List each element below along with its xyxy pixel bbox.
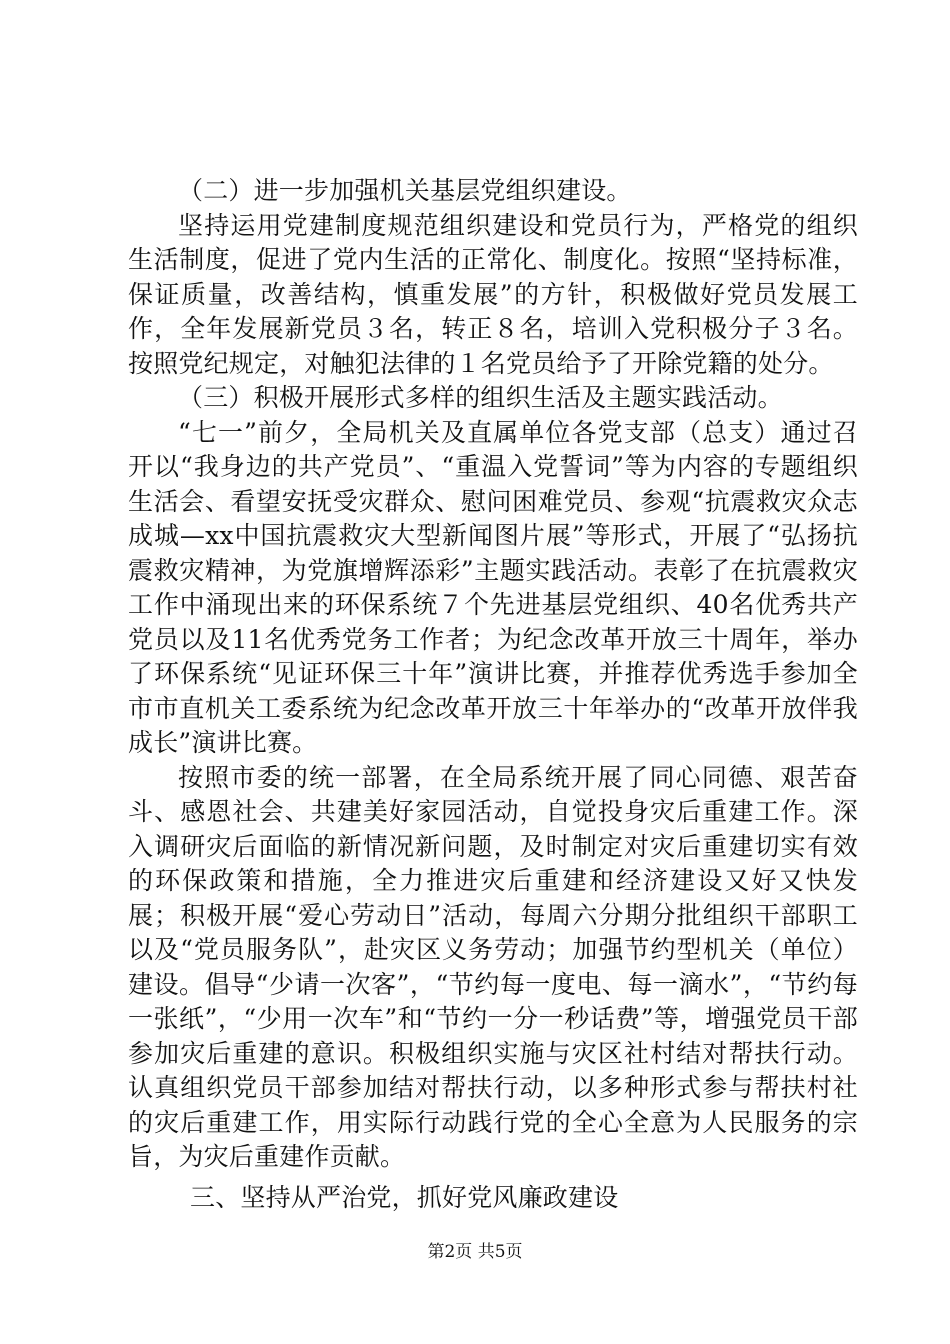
paragraph-org-building: 坚持运用党建制度规范组织建设和党员行为，严格党的组织生活制度，促进了党内生活的正常化、制度化。按照“坚持标准，保证质量，改善结构，慎重发展”的方针，积极做好党员发展工作，全年发展新党员３名，转正８名，培训入党积极分子３名。按照党纪规定，对触犯法律的１名党员给予了开除党籍的处分。 bbox=[128, 210, 858, 378]
paragraph-july-first: “七一”前夕，全局机关及直属单位各党支部（总支）通过召开以“我身边的共产党员”、“重温入党誓词”等为内容的专题组织生活会、看望安抚受灾群众、慰问困难党员、参观“抗震救灾众志成城—xx中国抗震救灾大型新闻图片展”等形式，开展了“弘扬抗震救灾精神，为党旗增辉添彩”主题实践活动。表彰了在抗震救灾工作中涌现出来的环保系统７个先进基层党组织、40名优秀共产党员以及11名优秀党务工作者；为纪念改革开放三十周年，举办了环保系统“见证环保三十年”演讲比赛，并推荐优秀选手参加全市市直机关工委系统为纪念改革开放三十年举办的“改革开放伴我成长”演讲比赛。 bbox=[128, 417, 858, 757]
subheading-3: （三）积极开展形式多样的组织生活及主题实践活动。 bbox=[178, 383, 783, 412]
document-body bbox=[128, 174, 858, 1175]
subheading-2: （二）进一步加强机关基层党组织建设。 bbox=[178, 176, 632, 205]
section-heading: 三、坚持从严治党，抓好党风廉政建设 bbox=[190, 1183, 619, 1212]
page-footer: 第2页 共5页 bbox=[427, 1242, 523, 1262]
paragraph-reconstruction: 按照市委的统一部署，在全局系统开展了同心同德、艰苦奋斗、感恩社会、共建美好家园活动，自觉投身灾后重建工作。深入调研灾后面临的新情况新问题，及时制定对灾后重建切实有效的环保政策和措施，全力推进灾后重建和经济建设又好又快发展；积极开展“爱心劳动日”活动，每周六分期分批组织干部职工以及“党员服务队”，赴灾区义务劳动；加强节约型机关（单位）建设。倡导“少请一次客”，“节约每一度电、每一滴水”，“节约每一张纸”，“少用一次车”和“节约一分一秒话费”等，增强党员干部参加灾后重建的意识。积极组织实施与灾区社村结对帮扶行动。认真组织党员干部参加结对帮扶行动，以多种形式参与帮扶村社的灾后重建工作，用实际行动践行党的全心全意为人民服务的宗旨，为灾后重建作贡献。 bbox=[128, 762, 858, 1171]
